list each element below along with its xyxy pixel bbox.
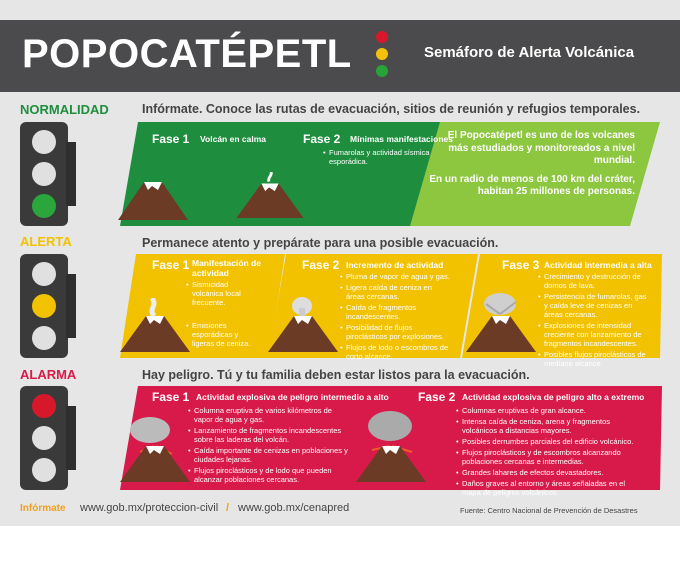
- level-alarma-label: ALARMA: [20, 367, 77, 382]
- alerta-phase3-bullet-3: • Explosiones de intensidad creciente con lanzamiento de fragmentos incandescentes.: [538, 321, 650, 348]
- alarma-phase1-name: Actividad explosiva de peligro intermedio a alto: [196, 392, 389, 402]
- level-normalidad-label: NORMALIDAD: [20, 102, 109, 117]
- alerta-phase2-bullet-4: • Posibilidad de flujos piroclásticos por explosiones.: [340, 323, 450, 341]
- alerta-phase1-bullet-2: • Emisiones esporádicas y ligeras de ceniza.: [186, 321, 252, 348]
- volcano-icon-calm: [118, 174, 188, 220]
- level-alerta-label: ALERTA: [20, 234, 72, 249]
- info-fact-2: En un radio de menos de 100 km del cráter, habitan 25 millones de personas.: [429, 173, 635, 197]
- alarma-phase1-bullet-4: • Flujos piroclásticos y de lodo que pueden alcanzar poblaciones cercanas.: [188, 466, 348, 484]
- volcano-icon-steam-plume: [268, 296, 338, 352]
- alerta-phase2-bullet-2: • Ligera caída de ceniza en áreas cercanas.: [340, 283, 450, 301]
- alerta-phase2-bullet-3: • Caída de fragmentos incandescentes.: [340, 303, 450, 321]
- alerta-phase1-bullet-1: • Sismicidad volcánica local frecuente.: [186, 280, 252, 307]
- header-yellow-dot: [376, 48, 388, 60]
- info-fact-1: El Popocatépetl es uno de los volcanes más estudiados y monitoreados a nivel mundial.: [447, 130, 635, 166]
- alarma-phase2-bullet-3: • Posibles derrumbes parciales del edificio volcánico.: [456, 437, 636, 446]
- alerta-phase3-bullet-1: • Crecimiento y destrucción de domos de lava.: [538, 272, 650, 290]
- traffic-light-alarma: [20, 386, 76, 490]
- footer-link-cenapred[interactable]: www.gob.mx/cenapred: [238, 502, 350, 514]
- alarma-phase2-bullet-2: • Intensa caída de ceniza, arena y fragmentos volcánicos a distancias mayores.: [456, 417, 636, 435]
- footer-label: Infórmate: [20, 503, 66, 514]
- alerta-phase2-title: Fase 2: [302, 258, 340, 272]
- normalidad-phase2-bullet: • Fumarolas y actividad sísmica esporádica.: [323, 148, 433, 166]
- footer-source: Fuente: Centro Nacional de Prevención de Desastres: [460, 506, 638, 515]
- header-red-dot: [376, 31, 388, 43]
- alerta-phase3-bullet-2: • Persistencia de fumarolas, gas y caída leve de cenizas en áreas cercanas.: [538, 292, 650, 319]
- alarma-phase2-bullet-6: • Daños graves al entorno y áreas señaladas en el mapa de peligros volcánicos.: [456, 479, 636, 497]
- page-subtitle: Semáforo de Alerta Volcánica: [424, 44, 635, 61]
- volcano-icon-fumarole: [235, 172, 305, 218]
- page-title: POPOCATÉPETL: [22, 32, 352, 76]
- alarma-phase2-name: Actividad explosiva de peligro alto a extremo: [462, 392, 645, 402]
- alarma-phase2-bullet-4: • Flujos piroclásticos y de escombros alcanzando poblaciones cercanas e intermedias.: [456, 448, 636, 466]
- normalidad-phase2-title: Fase 2: [303, 132, 341, 146]
- alarma-phase2-bullet-1: • Columnas eruptivas de gran alcance.: [456, 406, 636, 415]
- header-green-dot: [376, 65, 388, 77]
- footer-separator: /: [226, 502, 230, 514]
- alarma-phase2-bullet-5: • Grandes lahares de efectos devastadores.: [456, 468, 636, 477]
- alarma-phase1-bullet-3: • Caída importante de cenizas en poblaciones y ciudades lejanas.: [188, 446, 348, 464]
- normalidad-info-text: [425, 130, 635, 205]
- normalidad-phase1-name: Volcán en calma: [200, 134, 266, 144]
- alarma-phase1-bullet-1: • Columna eruptiva de varios kilómetros de vapor de agua y gas.: [188, 406, 348, 424]
- traffic-light-alerta: [20, 254, 76, 358]
- volcano-icon-light-ash: [120, 298, 190, 352]
- alerta-phase2-bullet-1: • Pluma de vapor de agua y gas.: [340, 272, 450, 281]
- alerta-phase3-title: Fase 3: [502, 258, 540, 272]
- alarma-phase1-title: Fase 1: [152, 390, 190, 404]
- alerta-phase3-bullet-4: • Posibles flujos piroclásticos de mediano alcance.: [538, 350, 650, 368]
- alerta-phase2-bullet-5: • Flujos de lodo o escombros de corto alcance.: [340, 343, 450, 361]
- volcano-icon-eruption-intermediate: [120, 416, 190, 482]
- traffic-light-normalidad: [20, 122, 76, 226]
- alerta-phase1-title: Fase 1: [152, 258, 190, 272]
- alarma-instruction: Hay peligro. Tú y tu familia deben estar listos para la evacuación.: [142, 368, 530, 382]
- alerta-phase3-name: Actividad intermedia a alta: [544, 260, 652, 270]
- volcano-icon-explosive: [466, 292, 536, 352]
- footer-link-proteccion-civil[interactable]: www.gob.mx/proteccion-civil: [80, 502, 219, 514]
- normalidad-phase1-title: Fase 1: [152, 132, 190, 146]
- normalidad-instruction: Infórmate. Conoce las rutas de evacuación, sitios de reunión y refugios temporales.: [142, 102, 641, 116]
- alarma-phase1-bullet-2: • Lanzamiento de fragmentos incandescentes sobre las laderas del volcán.: [188, 426, 348, 444]
- normalidad-phase2-name: Mínimas manifestaciones: [350, 134, 453, 144]
- alerta-phase2-name: Incremento de actividad: [346, 260, 444, 270]
- volcano-icon-eruption-extreme: [356, 410, 426, 482]
- alerta-phase1-name: Manifestación de actividad: [192, 258, 261, 278]
- alerta-instruction: Permanece atento y prepárate para una posible evacuación.: [142, 236, 499, 250]
- alarma-phase2-title: Fase 2: [418, 390, 456, 404]
